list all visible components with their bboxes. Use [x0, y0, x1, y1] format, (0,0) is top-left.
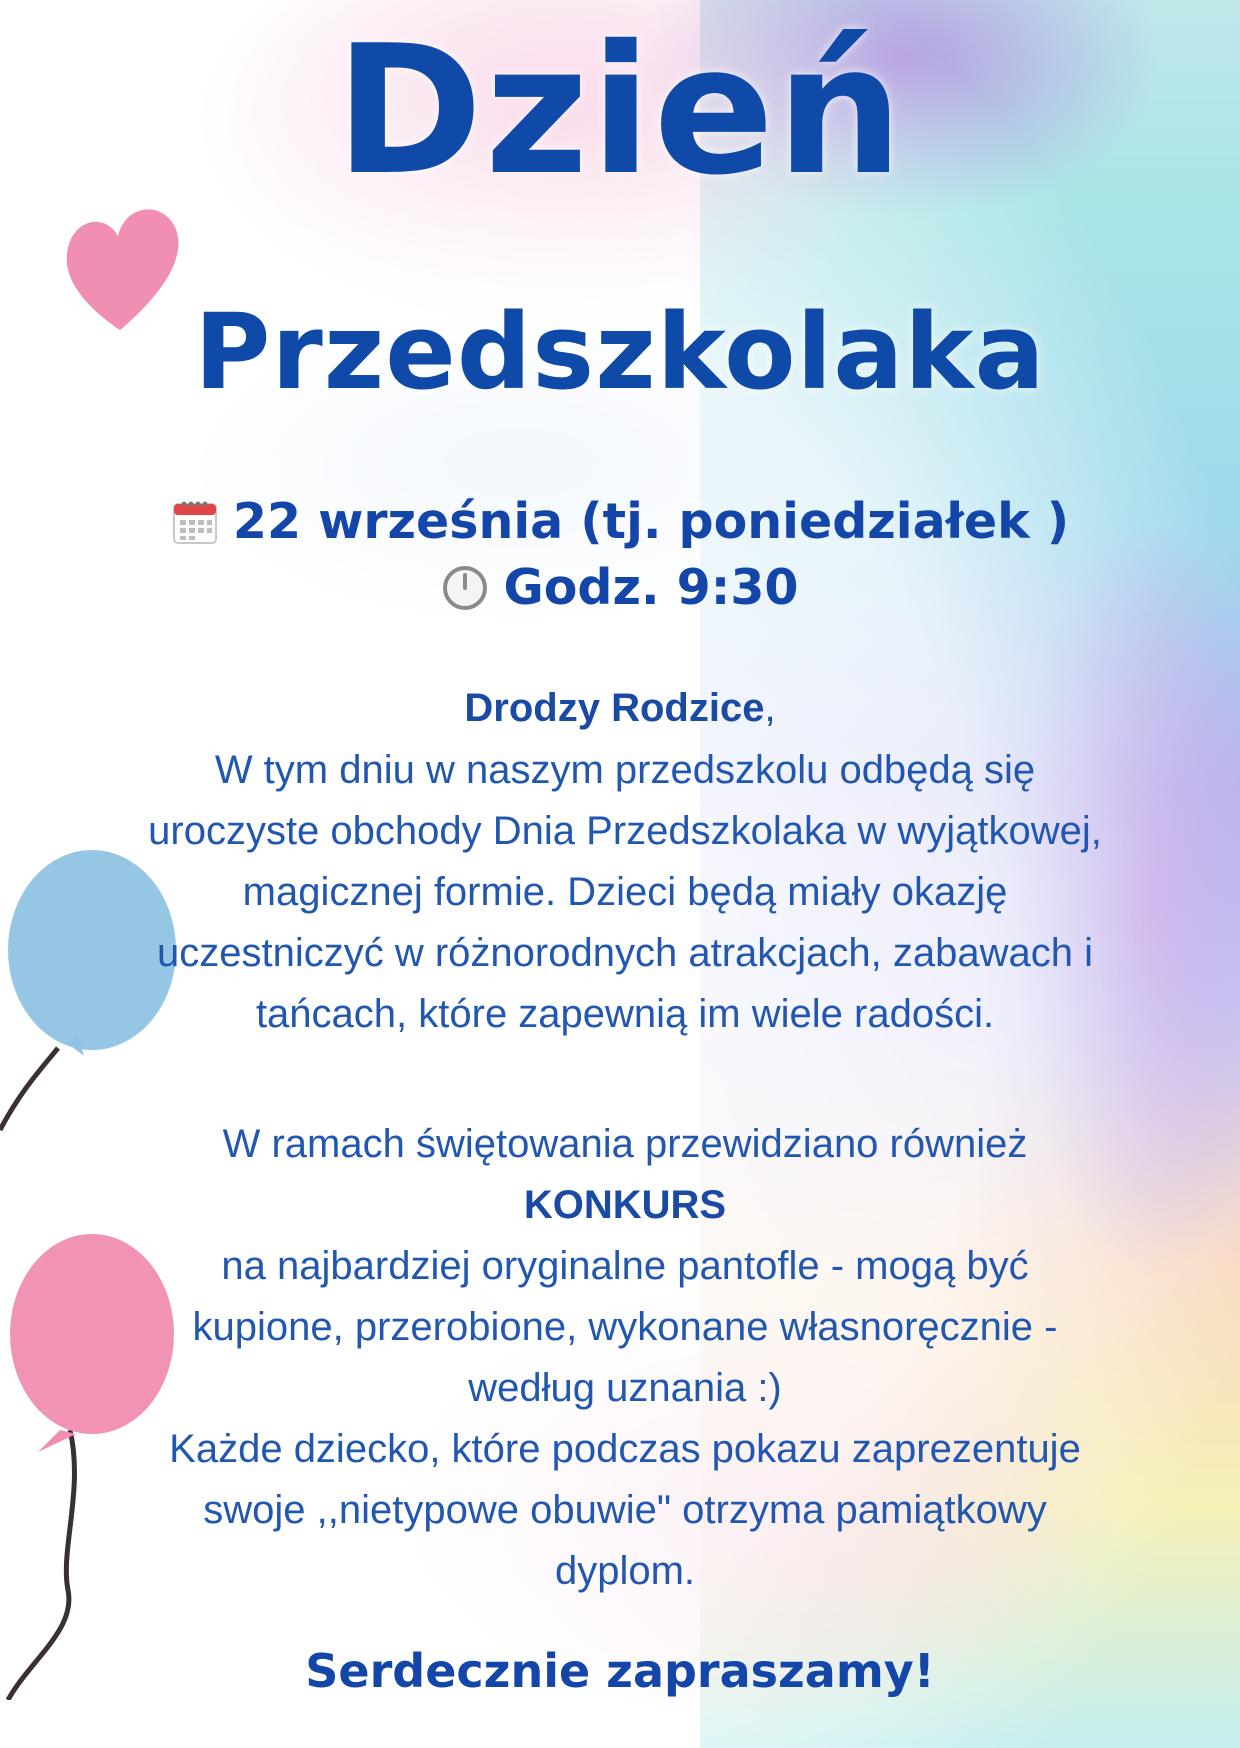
event-date-text: 22 września (tj. poniedziałek )	[232, 493, 1070, 550]
text-line: na najbardziej oryginalne pantofle - mogą być	[221, 1244, 1029, 1288]
text-line: tańcach, które zapewnią im wiele radości.	[255, 992, 995, 1036]
text-line: kupione, przerobione, wykonane własnoręcznie -	[192, 1305, 1058, 1349]
text-line: dyplom.	[554, 1549, 696, 1593]
text-line: swoje ,,nietypowe obuwie" otrzyma pamiątkowy	[203, 1488, 1047, 1532]
text-line: W tym dniu w naszym przedszkolu odbędą się	[214, 748, 1036, 792]
paragraph-diploma	[70, 1419, 1180, 1602]
closing-invitation: Serdecznie zapraszamy!	[305, 1644, 935, 1698]
greeting	[0, 678, 1240, 738]
event-time	[0, 558, 1240, 626]
greeting-name: Drodzy Rodzice	[464, 686, 765, 730]
calendar-icon	[171, 498, 219, 560]
text-line: uroczyste obchody Dnia Przedszkolaka w wyjątkowej,	[148, 809, 1102, 853]
event-time-text: Godz. 9:30	[503, 559, 799, 616]
greeting-punct: ,	[764, 686, 776, 730]
text-line: według uznania :)	[468, 1366, 782, 1410]
text-line: W ramach świętowania przewidziano również	[222, 1122, 1028, 1166]
contest-label: KONKURS	[523, 1183, 727, 1227]
event-date	[0, 492, 1240, 560]
paragraph-intro	[70, 740, 1180, 1045]
text-line: magicznej formie. Dzieci będą miały okazję	[242, 870, 1008, 914]
paragraph-contest	[70, 1114, 1180, 1419]
title-line-1: Dzień	[335, 7, 905, 214]
clock-icon	[441, 564, 489, 626]
title-line-2: Przedszkolaka	[194, 291, 1046, 413]
text-line: Każde dziecko, które podczas pokazu zaprezentuje	[169, 1427, 1081, 1471]
text-line: uczestniczyć w różnorodnych atrakcjach, zabawach i	[157, 931, 1093, 975]
